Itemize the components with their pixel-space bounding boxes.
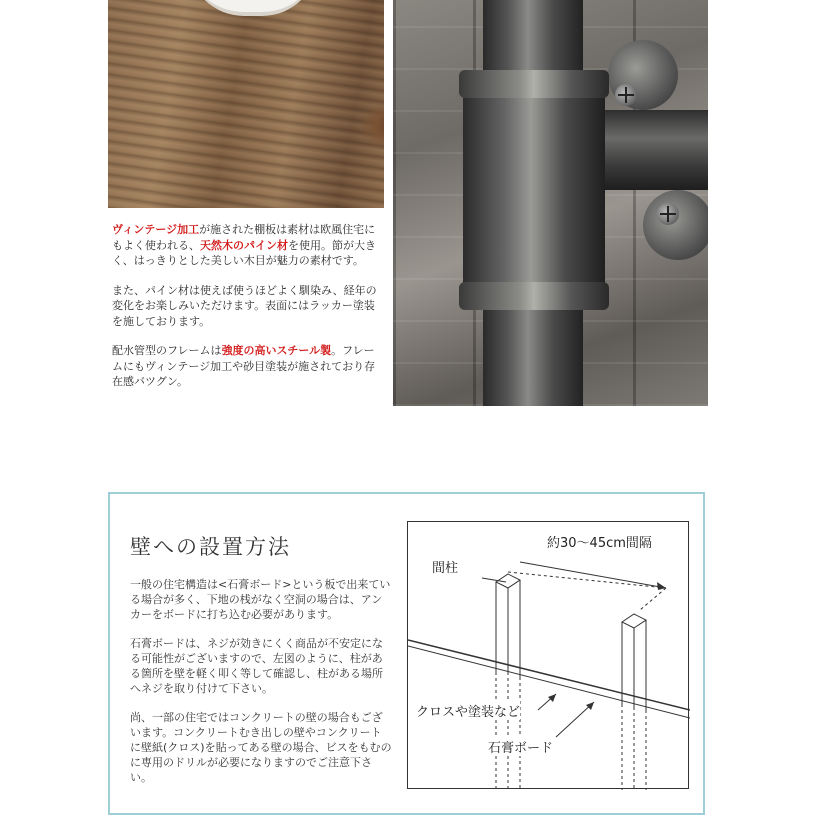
stud-left — [496, 574, 520, 790]
spacing-dimension-line — [640, 588, 666, 610]
description-paragraph-1: ヴィンテージ加工が施された棚板は素材は欧風住宅にもよく使われる、天然木のパイン材を使用。節が大きく、はっきりとした美しい木目が魅力の素材です。 — [112, 223, 376, 267]
wood-grain-photo — [108, 0, 384, 208]
wall-flange-icon — [643, 190, 708, 260]
wall-stud-diagram — [407, 521, 689, 789]
board-label: 石膏ボード — [488, 737, 553, 756]
description-paragraph-3: 配水管型のフレームは強度の高いスチール製。フレームにもヴィンテージ加工や砂目塗装が施されており存在感バツグン。 — [112, 344, 376, 388]
install-paragraph-2: 石膏ボードは、ネジが効きにくく商品が不安定になる可能性がございますので、左図のように、柱がある箇所を壁を軽く叩く等して確認し、柱がある場所へネジを取り付けて下さい。 — [130, 637, 383, 695]
description-paragraph-2: また、パイン材は使えば使うほどよく馴染み、経年の変化をお楽しみいただけます。表面にはラッカー塗装を施しております。 — [112, 283, 377, 328]
pipe-frame-photo — [393, 0, 708, 406]
screw-icon — [615, 84, 637, 106]
arrowhead-icon — [548, 694, 556, 702]
product-description — [112, 222, 384, 404]
cross-label: クロスや塗装など — [416, 701, 520, 720]
install-paragraph-3: 尚、一部の住宅ではコンクリートの壁の場合もございます。コンクリートむき出しの壁やコンクリートに壁紙(クロス)を貼ってある壁の場合、ビスをもむのに専用のドリルが必要になりますのでご注意下さい。 — [130, 711, 392, 784]
install-title: 壁への設置方法 — [130, 535, 291, 559]
install-paragraph-1: 一般の住宅構造は<石膏ボード>という板で出来ている場合が多く、下地の桟がなく空洞の場合は、アンカーをボードに打ち込む必要があります。 — [130, 578, 391, 621]
screw-icon — [657, 203, 679, 225]
stud-label: 間柱 — [432, 557, 458, 576]
install-instructions — [130, 577, 392, 799]
board-edge-line — [408, 640, 690, 710]
tee-fitting-icon — [463, 70, 605, 310]
spacing-arrow — [520, 562, 666, 588]
spacing-label: 約30～45cm間隔 — [547, 532, 652, 551]
clock-icon — [188, 0, 318, 16]
